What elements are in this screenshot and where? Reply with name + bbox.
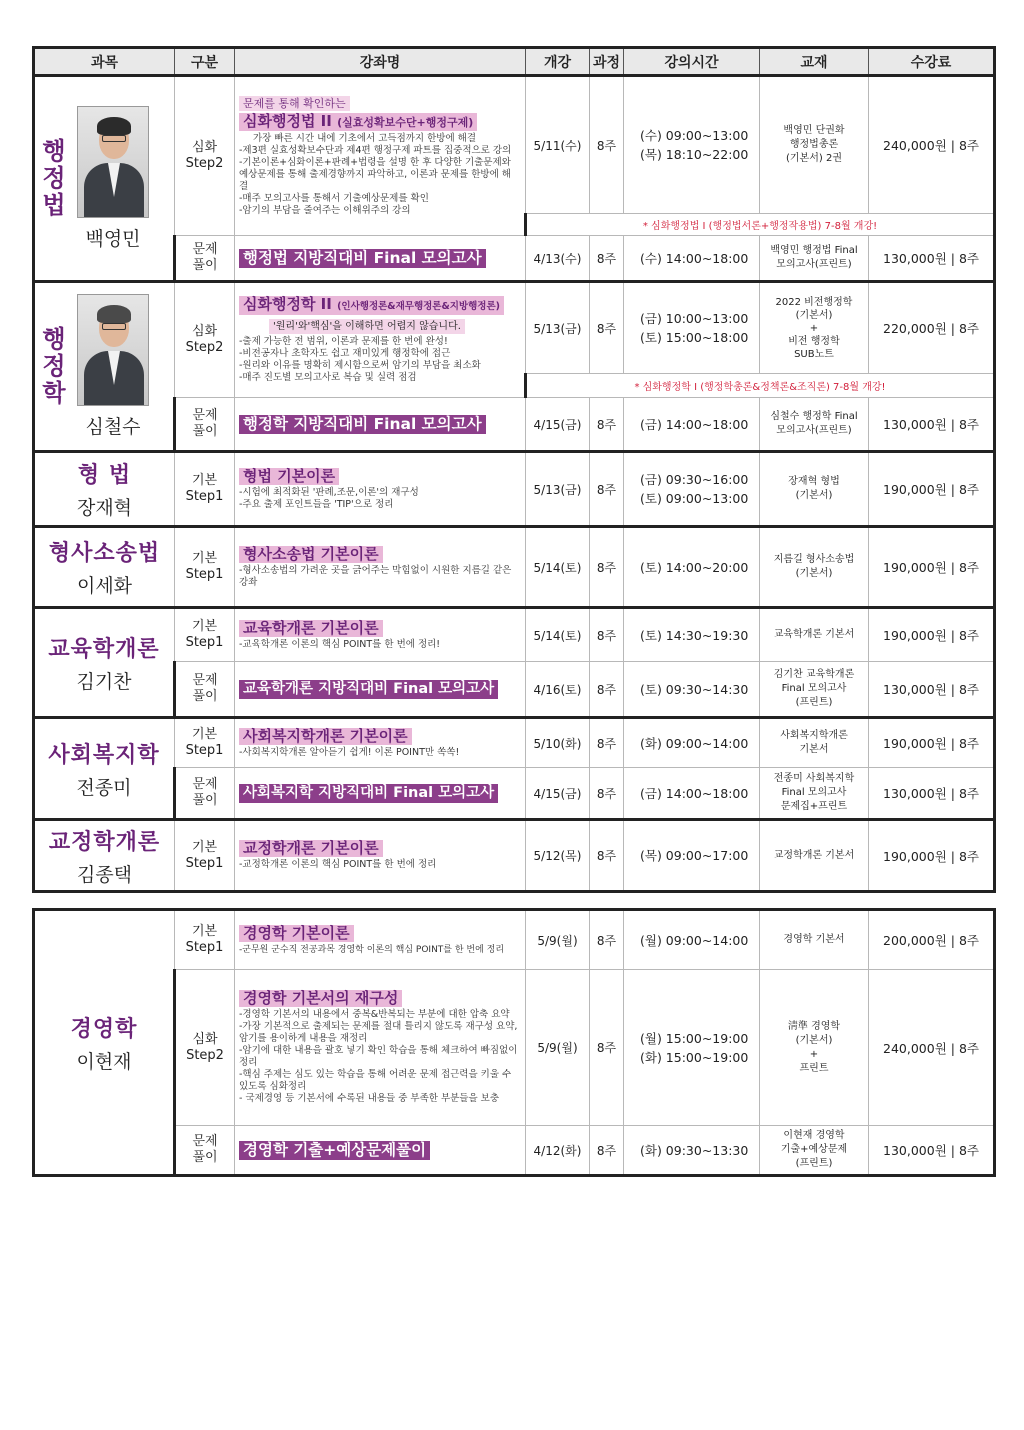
textbook-line: 이현재 경영학 [783,1130,845,1141]
header-textbook: 교재 [760,48,869,76]
division-level: 기본 [191,619,218,634]
start-date: 5/13(금) [526,452,590,527]
lecture-time [624,452,760,527]
table-row [34,718,995,768]
division-step: Step2 [185,156,224,171]
duration: 8주 [590,970,624,1126]
management-schedule-table [32,908,996,1177]
division-cell [175,662,235,718]
division-level: 기본 [191,839,218,855]
fee: 130,000원 | 8주 [869,398,995,452]
division-step: Step1 [185,743,224,758]
fee: 240,000원 | 8주 [869,76,995,214]
lecture-time [624,76,760,214]
textbook [760,820,869,892]
division-cell [175,236,235,282]
textbook-line: 모의고사(프린트) [776,259,852,270]
start-date: 5/9(월) [526,970,590,1126]
textbook-line: 문제집+프린트 [780,801,848,812]
textbook-line: (기본서) 2권 [786,153,842,164]
division-level: 기본 [191,727,218,742]
subject-cell [34,608,175,718]
textbook-line: 전종미 사회복지학 [773,773,855,784]
time-line: (토) 14:30~19:30 [640,627,749,643]
desc-line: -제3편 실효성확보수단과 제4편 행정구제 파트를 집중적으로 강의 [239,144,512,156]
desc-line: -출제 가능한 전 범위, 이론과 문제를 한 번에 완성! [239,336,448,347]
fee: 190,000원 | 8주 [869,452,995,527]
subject-char: 학 [42,379,66,407]
subject-cell [34,820,175,892]
textbook-line: 심철수 행정학 Final [770,411,858,422]
course-title: 형사소송법 기본이론 [239,546,383,563]
textbook-line: (기본서) [795,490,833,501]
course-description [239,133,520,217]
division-step: Step1 [185,567,224,582]
textbook-line: 경영학 기본서 [783,934,845,945]
division-cell [175,76,235,236]
time-line: (토) 09:00~13:00 [640,491,749,506]
table-row [34,910,995,970]
subject-char: 정 [42,352,66,380]
division-step: Step2 [185,340,224,355]
course-title: 행정학 지방직대비 Final 모의고사 [239,415,486,434]
textbook-line: (프린트) [795,1158,833,1169]
desc-line: -시험에 최적화된 '판례,조문,이론'의 재구성 [239,486,419,498]
duration: 8주 [590,820,624,892]
time-line: (수) 09:00~13:00 [640,128,749,143]
fee: 130,000원 | 8주 [869,768,995,820]
time-line: (토) 15:00~18:00 [640,330,749,345]
fee: 190,000원 | 8주 [869,608,995,662]
lecture-time [624,1126,760,1176]
division-step: 풀이 [192,1150,218,1165]
division-cell [175,970,235,1126]
division-step: 풀이 [192,793,218,808]
lecture-time [624,608,760,662]
textbook [760,76,869,214]
subject-cell [34,527,175,608]
desc-line: -원리와 이유를 명확히 제시함으로써 암기의 부담을 최소화 [239,360,481,371]
textbook-line: 기본서 [799,744,829,755]
course-schedule-table [32,46,996,893]
division-step: Step1 [185,940,224,955]
textbook-line: 장재혁 형법 [788,476,840,487]
division-level: 기본 [191,473,218,488]
textbook-line: + [809,1048,819,1060]
table-row [34,820,995,892]
course-description [239,1009,521,1105]
course-description [239,747,521,759]
desc-line: -가장 기본적으로 출제되는 문제를 절대 틀리지 않도록 재구성 요약, 암기를 용이하게 내용을 재정리 [239,1021,518,1044]
start-date: 4/13(수) [526,236,590,282]
course-cell [235,282,526,398]
start-date: 5/10(화) [526,718,590,768]
division-level: 문제 [192,1134,218,1149]
instructor-name: 이세화 [76,575,133,597]
table-row [34,1126,995,1176]
textbook-line: 교육학개론 기본서 [773,629,855,640]
course-cell [235,970,526,1126]
instructor-name: 심철수 [85,416,141,438]
textbook [760,282,869,374]
time-line: (목) 18:10~22:00 [640,147,749,162]
lecture-time [624,820,760,892]
time-line: (수) 14:00~18:00 [640,250,749,266]
division-cell [175,452,235,527]
textbook-line: 김기찬 교육학개론 [773,669,855,680]
course-cell [235,608,526,662]
course-cell [235,1126,526,1176]
course-title: 사회복지학개론 기본이론 [239,728,412,745]
lecture-time [624,527,760,608]
lecture-time [624,718,760,768]
desc-line: 가장 빠른 시간 내에 기초에서 고득점까지 한방에 해결 [253,132,477,144]
subject-char: 법 [42,191,66,219]
start-date: 5/12(목) [526,820,590,892]
division-level: 문제 [192,242,218,257]
table-row [34,452,995,527]
subject-name: 교정학개론 [48,829,161,855]
time-line: (금) 14:00~18:00 [640,416,749,432]
division-step: Step1 [185,635,224,650]
instructor-name: 백영민 [85,228,141,250]
course-cell [235,718,526,768]
instructor-name: 김종택 [76,863,133,886]
course-title: 경영학 기본서의 재구성 [239,990,402,1007]
division-step: Step1 [185,855,224,871]
textbook [760,398,869,452]
textbook-line: + [809,322,819,334]
desc-line: -기본이론+심화이론+판례+법령을 설명 한 후 다양한 기출문제와 예상문제를 통해 출제경향까지 파악하고, 이론과 문제를 한방에 해결 [239,156,511,192]
subject-name: 형사소송법 [48,541,161,566]
fee: 220,000원 | 8주 [869,282,995,374]
lecture-time [624,970,760,1126]
course-note: * 심화행정학 I (행정학총론&정책론&조직론) 7-8월 개강! [526,374,995,398]
time-line: (금) 09:30~16:00 [640,472,749,487]
course-title: 교정학개론 기본이론 [239,840,383,857]
textbook-line: 백영민 단권화 [783,125,845,136]
start-date: 5/13(금) [526,282,590,374]
header-course: 강좌명 [235,48,526,76]
course-description [239,487,521,511]
time-line: (토) 09:30~14:30 [640,681,749,697]
course-title: 형법 기본이론 [239,468,339,485]
fee: 130,000원 | 8주 [869,1126,995,1176]
course-title: 교육학개론 기본이론 [239,620,383,637]
lecture-time [624,768,760,820]
header-time: 강의시간 [624,48,760,76]
division-step: Step2 [186,1047,224,1063]
fee: 190,000원 | 8주 [869,820,995,892]
desc-line: -핵심 주제는 심도 있는 학습을 통해 어려운 문제 접근력을 키울 수 있도록 심화정리 [239,1069,512,1092]
course-cell [235,76,526,236]
course-cell [235,236,526,282]
lecture-time [624,662,760,718]
textbook-line: 행정법총론 [789,139,839,150]
duration: 8주 [590,398,624,452]
table-row [34,608,995,662]
textbook-line: Final 모의고사 [781,683,847,694]
fee: 130,000원 | 8주 [869,662,995,718]
course-title: 경영학 기본이론 [239,925,354,942]
textbook-line: 지름길 형사소송법 [773,554,855,565]
instructor-name: 장재혁 [76,497,133,519]
start-date: 5/9(월) [526,910,590,970]
subject-cell [34,452,175,527]
division-cell [175,768,235,820]
course-title: 교육학개론 지방직대비 Final 모의고사 [239,680,498,699]
subject-name [39,138,69,219]
table-row [34,282,995,374]
division-cell [175,718,235,768]
duration: 8주 [590,527,624,608]
course-cell [235,398,526,452]
division-level: 심화 [191,140,218,155]
course-cell [235,820,526,892]
textbook [760,970,869,1126]
division-cell [175,282,235,398]
course-cell [235,452,526,527]
desc-line: -매주 모의고사를 통해서 기출예상문제를 확인 [239,192,429,204]
table-row [34,662,995,718]
desc-line: -비전공자나 초학자도 쉽고 재미있게 행정학에 접근 [239,348,451,359]
course-description [239,944,521,956]
subject-name [39,326,69,407]
division-step: 풀이 [192,424,218,439]
table-row [34,236,995,282]
time-line: (화) 09:00~14:00 [640,735,749,751]
subject-char: 행 [42,137,66,165]
textbook-line: 비전 행정학 [788,335,840,347]
course-title-main: 심화행정학 II [243,295,332,313]
fee: 240,000원 | 8주 [869,970,995,1126]
subject-char: 행 [42,325,66,353]
fee: 190,000원 | 8주 [869,527,995,608]
time-line: (목) 09:00~17:00 [640,848,749,863]
desc-line: -형사소송법의 가려운 곳을 긁어주는 막힘없이 시원한 지름길 같은 강좌 [239,564,512,588]
textbook-line: 淸準 경영학 [787,1020,841,1032]
division-cell [175,820,235,892]
textbook [760,608,869,662]
subject-cell [34,76,175,282]
table-row [34,398,995,452]
header-start: 개강 [526,48,590,76]
textbook [760,718,869,768]
desc-line: -교육학개론 이론의 핵심 POINT를 한 번에 정리! [239,638,441,650]
subject-name: 경영학 [70,1016,138,1042]
division-level: 문제 [192,408,218,423]
instructor-photo [77,294,149,406]
subject-char: 정 [42,164,66,192]
textbook-line: SUB노트 [794,348,834,360]
header-fee: 수강료 [869,48,995,76]
desc-line: -주요 출제 포인트들을 'TIP'으로 정리 [239,498,394,510]
division-step: 풀이 [192,689,218,704]
instructor-name: 전종미 [76,776,132,799]
textbook-line: (기본서) [795,568,833,579]
desc-line: - 국제경영 등 기본서에 수록된 내용들 중 부족한 부분들을 보충 [239,1093,500,1104]
textbook [760,910,869,970]
course-title: 사회복지학 지방직대비 Final 모의고사 [239,784,498,803]
textbook-line: (프린트) [795,697,833,708]
lecture-time [624,398,760,452]
division-level: 심화 [192,1031,218,1047]
table-row [34,970,995,1126]
fee: 130,000원 | 8주 [869,236,995,282]
duration: 8주 [590,718,624,768]
subject-name: 교육학개론 [48,636,160,662]
time-line: (금) 10:00~13:00 [640,311,749,326]
course-cell [235,768,526,820]
course-tagline: '원리'와'핵심'을 이해하면 어렵지 않습니다. [269,319,465,334]
lecture-time [624,282,760,374]
course-title [239,113,477,131]
textbook-line: 백영민 행정법 Final [770,245,858,256]
textbook-line: 교정학개론 기본서 [773,849,855,861]
duration: 8주 [590,1126,624,1176]
division-cell [175,608,235,662]
division-cell [175,1126,235,1176]
fee: 200,000원 | 8주 [869,910,995,970]
time-line: (월) 15:00~19:00 [640,1030,749,1046]
desc-line: -암기에 대한 내용을 괄호 넣기 확인 학습을 통해 체크하여 빠짐없이 정리 [239,1045,518,1068]
desc-line: -군무원 군수직 전공과목 경영학 이론의 핵심 POINT를 한 번에 정리 [239,944,505,955]
fee: 190,000원 | 8주 [869,718,995,768]
duration: 8주 [590,910,624,970]
desc-line: -사회복지학개론 알아듣기 쉽게! 이론 POINT만 쏙쏙! [239,746,460,758]
course-title: 행정법 지방직대비 Final 모의고사 [239,249,486,268]
table-row [34,76,995,214]
course-kicker: 문제를 통해 확인하는 [239,96,350,111]
start-date: 4/16(토) [526,662,590,718]
textbook-line: (기본서) [795,309,833,321]
duration: 8주 [590,282,624,374]
textbook [760,527,869,608]
course-title-sub: (실효성확보수단+행정구제) [337,115,474,129]
textbook-line: 프린트 [799,1062,829,1074]
time-line: (금) 14:00~18:00 [640,785,749,801]
textbook [760,662,869,718]
course-description [239,859,521,871]
duration: 8주 [590,76,624,214]
textbook-line: 사회복지학개론 [780,730,848,741]
division-step: 풀이 [192,258,218,273]
division-level: 문제 [192,777,218,792]
textbook-line: (기본서) [795,1034,833,1046]
start-date: 5/14(토) [526,608,590,662]
desc-line: -교정학개론 이론의 핵심 POINT를 한 번에 정리 [239,859,437,870]
start-date: 4/15(금) [526,398,590,452]
course-cell [235,910,526,970]
time-line: (화) 15:00~19:00 [640,1049,749,1065]
course-title-main: 심화행정법 II [243,111,332,130]
duration: 8주 [590,608,624,662]
duration: 8주 [590,768,624,820]
time-line: (월) 09:00~14:00 [640,932,749,948]
table-row [34,768,995,820]
textbook-line: 2022 비전행정학 [775,296,853,308]
division-cell [175,910,235,970]
time-line: (토) 14:00~20:00 [640,559,749,575]
subject-cell [34,282,175,452]
header-subject: 과목 [34,48,175,76]
lecture-time [624,910,760,970]
subject-name: 사회복지학 [48,742,160,768]
course-cell [235,527,526,608]
subject-name: 형 법 [77,463,132,488]
start-date: 5/14(토) [526,527,590,608]
course-note: * 심화행정법 I (행정법서론+행정작용법) 7-8월 개강! [526,214,995,236]
desc-line: -암기의 부담을 줄여주는 이해위주의 강의 [239,204,411,216]
instructor-photo [77,106,149,218]
division-cell [175,398,235,452]
textbook-line: 기출+예상문제 [780,1144,848,1155]
division-level: 기본 [191,551,218,566]
course-description [239,336,520,384]
division-level: 문제 [192,673,218,688]
textbook-line: 모의고사(프린트) [776,425,852,436]
subject-cell [34,910,175,1176]
duration: 8주 [590,236,624,282]
start-date: 4/12(화) [526,1126,590,1176]
desc-line: -경영학 기본서의 내용에서 중복&반복되는 부분에 대한 압축 요약 [239,1009,510,1020]
course-description [239,565,521,589]
lecture-time [624,236,760,282]
course-description [239,639,521,651]
course-title [239,296,504,315]
textbook-line: Final 모의고사 [781,787,847,798]
textbook [760,452,869,527]
instructor-name: 이현재 [76,1050,132,1073]
header-division: 구분 [175,48,235,76]
division-step: Step1 [185,489,224,504]
start-date: 5/11(수) [526,76,590,214]
course-title-sub: (인사행정론&재무행정론&지방행정론) [337,301,500,312]
duration: 8주 [590,662,624,718]
subject-cell [34,718,175,820]
course-cell [235,662,526,718]
header-duration: 과정 [590,48,624,76]
start-date: 4/15(금) [526,768,590,820]
instructor-name: 김기찬 [76,670,132,693]
time-line: (화) 09:30~13:30 [640,1142,749,1158]
course-title: 경영학 기출+예상문제풀이 [239,1141,430,1160]
header-row [34,48,995,76]
table-row [34,527,995,608]
textbook [760,236,869,282]
division-level: 기본 [191,924,218,939]
desc-line: -매주 진도별 모의고사로 복습 및 실력 점검 [239,372,417,383]
textbook [760,1126,869,1176]
division-cell [175,527,235,608]
duration: 8주 [590,452,624,527]
division-level: 심화 [191,324,218,339]
textbook [760,768,869,820]
